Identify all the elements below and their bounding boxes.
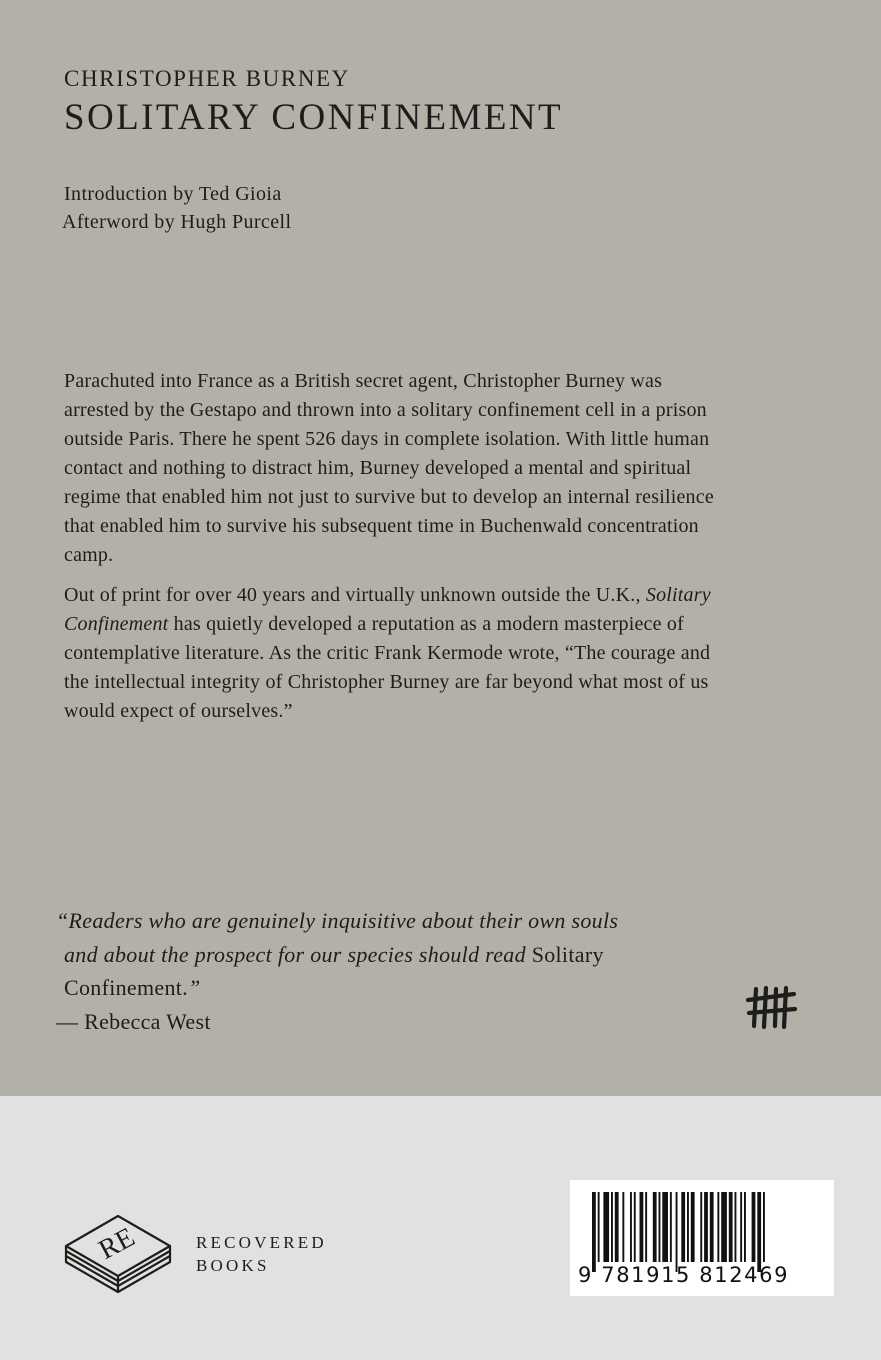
logo-letters: RE <box>93 1221 140 1266</box>
barcode-bar <box>729 1192 733 1262</box>
barcode-bar <box>704 1192 708 1262</box>
barcode-bar <box>670 1192 672 1262</box>
barcode-bar <box>615 1192 619 1262</box>
quote-line-2 <box>56 938 716 972</box>
barcode-bar <box>592 1192 596 1272</box>
barcode-bar <box>721 1192 727 1262</box>
blurb-book-title: Solitary Confinement <box>64 584 711 635</box>
isbn-number: 9 781915 812469 <box>578 1263 790 1287</box>
barcode-bar <box>611 1192 613 1262</box>
afterword-credit: Afterword by Hugh Purcell <box>62 211 292 233</box>
barcode-bar <box>740 1192 742 1262</box>
barcode-bar <box>700 1192 702 1262</box>
barcode-bar <box>630 1192 632 1262</box>
author-name: CHRISTOPHER BURNEY <box>64 66 350 91</box>
barcode-bar <box>752 1192 756 1262</box>
quote-line-2-italic: and about the prospect for our species should read <box>64 941 532 967</box>
recovered-books-logo <box>62 1212 174 1296</box>
barcode-bar <box>681 1192 685 1262</box>
publisher-name <box>196 1231 327 1277</box>
book-title: SOLITARY CONFINEMENT <box>64 97 563 138</box>
isbn-barcode <box>570 1180 834 1296</box>
quote-line-3 <box>56 971 716 1005</box>
barcode-bar <box>634 1192 636 1262</box>
publisher-name-line-2: BOOKS <box>196 1256 270 1275</box>
barcode-bar <box>645 1192 647 1262</box>
blurb-paragraph-2-start: Out of print for over 40 years and virtually unknown outside the U.K., <box>64 584 646 606</box>
quote-title-part-2: Confinement. <box>64 975 188 1000</box>
barcode-bar <box>622 1192 624 1262</box>
tally-marks-icon <box>744 984 800 1032</box>
quote-closing-mark: ” <box>187 975 201 1000</box>
contributor-credits <box>64 180 291 236</box>
blurb-paragraph-1: Parachuted into France as a British secret agent, Christopher Burney was arrested by the Gestapo and thrown into a solitary confinement cell in a prison outside Paris. There he spent 526 days in complete isolation. With little human contact and nothing to distract him, Burney developed a mental and spiritual regime that enabled him not just to survive but to develop an internal resilience that enabled him to survive his subsequent time in Buchenwald concentration camp. <box>64 370 714 566</box>
barcode-bar <box>662 1192 668 1262</box>
quote-attribution: — Rebecca West <box>56 1008 211 1034</box>
barcode-bar <box>757 1192 761 1272</box>
barcode-bar <box>598 1192 600 1262</box>
barcode-bar <box>659 1192 661 1262</box>
blurb-paragraph-2 <box>64 581 724 726</box>
barcode-bar <box>735 1192 737 1262</box>
quote-title-part-1: Solitary <box>531 941 604 967</box>
review-quote <box>56 904 716 1038</box>
barcode-bar <box>676 1192 678 1272</box>
introduction-credit: Introduction by Ted Gioia <box>64 183 282 205</box>
barcode-bar <box>687 1192 689 1262</box>
blurb-paragraph-2-end: has quietly developed a reputation as a modern masterpiece of contemplative literature. As the critic Frank Kermode wrote, “The courage and the intellectual integrity of Christopher Burney are far beyond what most of us would expect of ourselves.” <box>64 613 711 722</box>
barcode-bar <box>691 1192 695 1262</box>
barcode-bar <box>744 1192 746 1262</box>
quote-line-1: “Readers who are genuinely inquisitive about their own souls <box>56 908 619 933</box>
barcode-bar <box>763 1192 765 1262</box>
barcode-bar <box>710 1192 714 1262</box>
barcode-bar <box>640 1192 644 1262</box>
barcode-bar <box>603 1192 609 1262</box>
book-blurb <box>64 367 724 737</box>
barcode-bar <box>653 1192 657 1262</box>
barcode-bar <box>717 1192 719 1262</box>
publisher-name-line-1: RECOVERED <box>196 1233 327 1252</box>
